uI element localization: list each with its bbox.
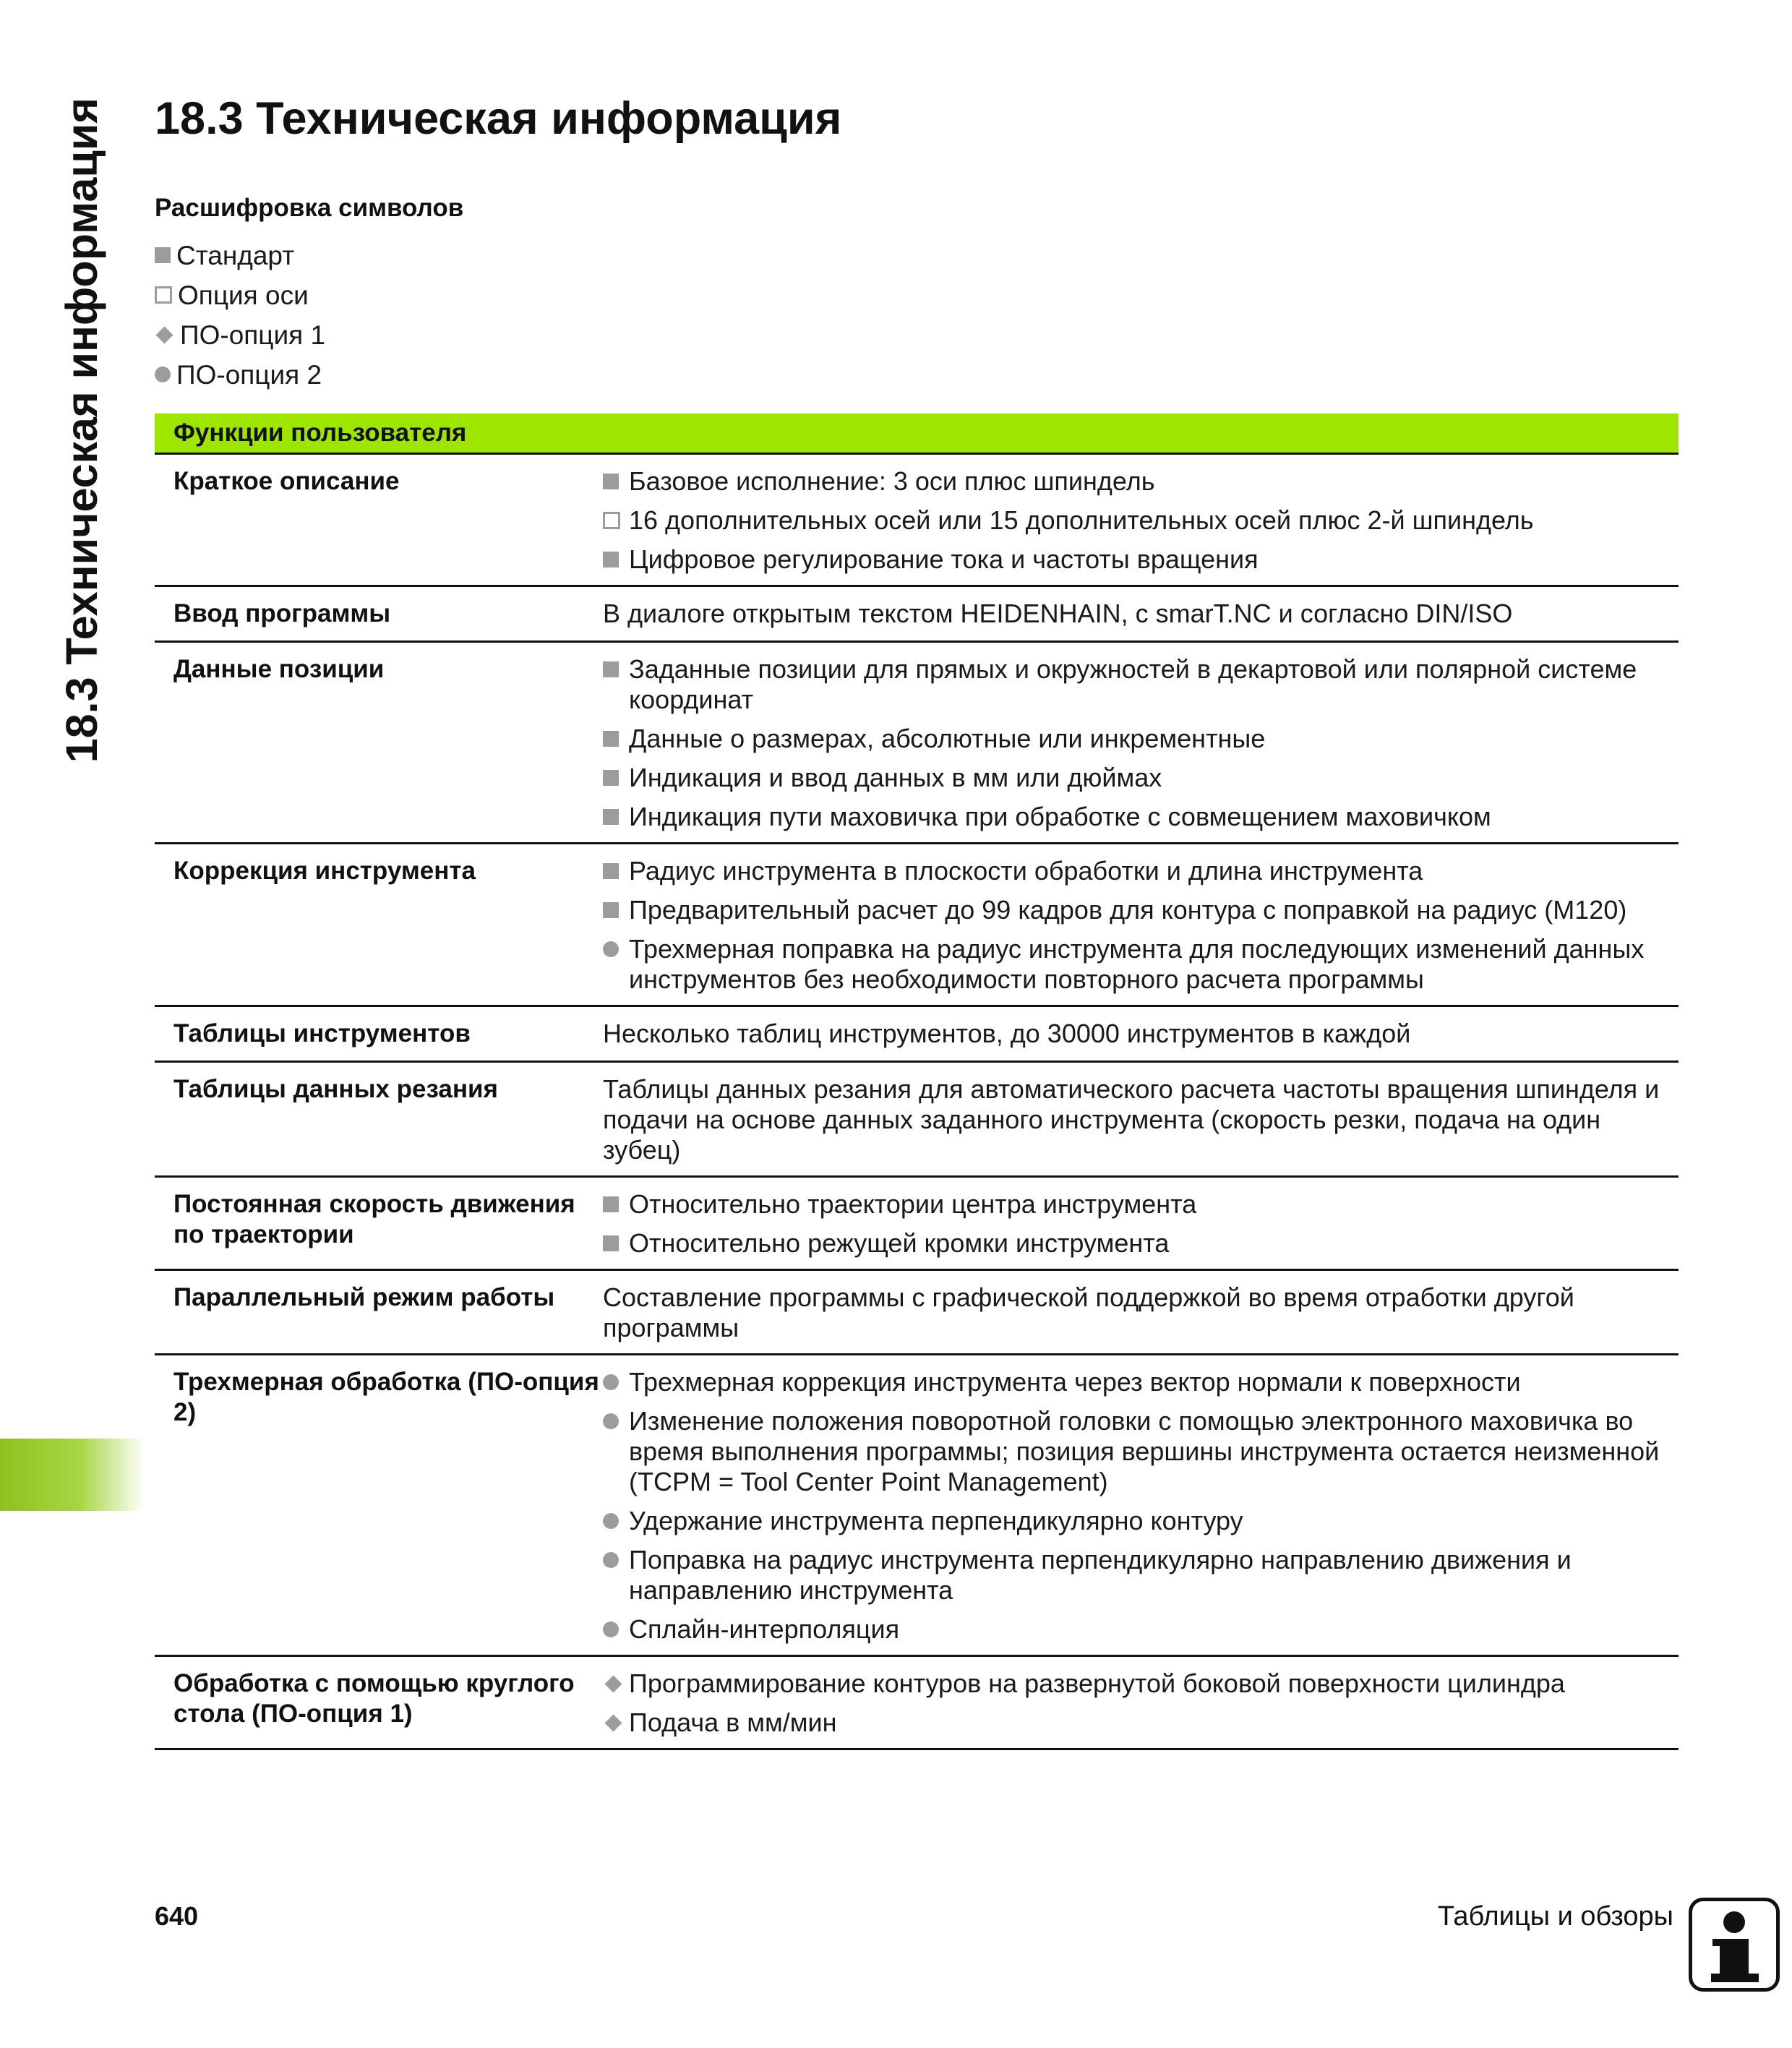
row-label: Данные позиции xyxy=(173,655,385,683)
standard-square-icon xyxy=(603,474,619,489)
list-item xyxy=(603,544,1671,575)
row-label: Таблицы данных резания xyxy=(173,1075,498,1103)
symbol-legend xyxy=(155,240,325,399)
list-item xyxy=(603,856,1671,886)
circle-icon xyxy=(155,367,171,382)
row-label: Ввод программы xyxy=(173,599,391,627)
list-item-text: Индикация пути маховичка при обработке с совмещением маховичком xyxy=(629,802,1491,831)
list-item xyxy=(603,1367,1671,1397)
list-item-text: 16 дополнительных осей или 15 дополнительных осей плюс 2-й шпиндель xyxy=(629,505,1534,535)
list-item-text: Подача в мм/мин xyxy=(629,1708,837,1737)
info-icon xyxy=(1689,1898,1780,1992)
list-item xyxy=(603,1708,1671,1738)
list-item-text: Базовое исполнение: 3 оси плюс шпиндель xyxy=(629,466,1155,496)
row-text: Составление программы с графической поддержкой во время отработки другой программы xyxy=(603,1282,1574,1342)
table-header: Функции пользователя xyxy=(155,414,1679,455)
row-label: Параллельный режим работы xyxy=(173,1283,555,1311)
list-item xyxy=(603,1506,1671,1536)
list-item-text: Изменение положения поворотной головки с помощью электронного маховичка во время выполнения программы; позиция вершины инструмента остается неизменной (TCPM = Tool Center Point Management) xyxy=(629,1406,1660,1496)
list-item xyxy=(603,1189,1671,1220)
list-item xyxy=(603,1668,1671,1699)
diamond-icon xyxy=(604,1675,622,1692)
table-row xyxy=(155,587,1679,643)
row-value xyxy=(603,1271,1679,1353)
table-row xyxy=(155,1271,1679,1355)
user-functions-table xyxy=(155,414,1679,1750)
list-item xyxy=(603,654,1671,715)
standard-square-icon xyxy=(603,552,619,567)
circle-icon xyxy=(603,1552,619,1568)
diamond-icon xyxy=(604,1714,622,1731)
legend-label: ПО-опция 2 xyxy=(176,360,322,390)
page-number: 640 xyxy=(155,1901,199,1931)
table-row xyxy=(155,844,1679,1007)
chapter-tab-marker xyxy=(0,1439,145,1511)
list-item-text: Данные о размерах, абсолютные или инкрементные xyxy=(629,724,1266,753)
list-item xyxy=(603,1406,1671,1497)
diamond-icon xyxy=(155,326,173,343)
row-label: Таблицы инструментов xyxy=(173,1019,471,1047)
list-item xyxy=(603,934,1671,995)
circle-icon xyxy=(603,1374,619,1390)
row-text: Таблицы данных резания для автоматического расчета частоты вращения шпинделя и подачи на основе данных заданного инструмента (скорость резки, подача на один зубец) xyxy=(603,1074,1660,1165)
list-item-text: Индикация и ввод данных в мм или дюймах xyxy=(629,763,1162,792)
legend-label: Стандарт xyxy=(176,241,295,270)
page-title: 18.3 Техническая информация xyxy=(155,93,842,144)
circle-icon xyxy=(603,941,619,957)
table-row xyxy=(155,1355,1679,1657)
list-item xyxy=(603,466,1671,497)
row-label: Постоянная скорость движения по траектории xyxy=(173,1190,575,1248)
list-item xyxy=(603,1228,1671,1259)
row-value xyxy=(603,1063,1679,1175)
circle-icon xyxy=(603,1413,619,1429)
list-item-text: Поправка на радиус инструмента перпендикулярно направлению движения и направлению инструмента xyxy=(629,1545,1572,1605)
standard-square-icon xyxy=(155,247,171,263)
row-value xyxy=(603,844,1679,1005)
list-item xyxy=(603,763,1671,793)
row-label: Обработка с помощью круглого стола (ПО-опция 1) xyxy=(173,1669,575,1728)
list-item xyxy=(603,802,1671,832)
legend-label: ПО-опция 1 xyxy=(180,320,326,350)
table-row xyxy=(155,1063,1679,1178)
list-item-text: Цифровое регулирование тока и частоты вращения xyxy=(629,544,1259,574)
hollow-square-icon xyxy=(155,286,172,304)
table-row xyxy=(155,455,1679,587)
row-value xyxy=(603,587,1679,640)
standard-square-icon xyxy=(603,770,619,786)
standard-square-icon xyxy=(603,661,619,677)
legend-item-standard xyxy=(155,240,325,280)
list-item xyxy=(603,1614,1671,1645)
list-item-text: Заданные позиции для прямых и окружностей в декартовой или полярной системе координат xyxy=(629,654,1637,714)
list-item xyxy=(603,895,1671,925)
standard-square-icon xyxy=(603,731,619,747)
list-item xyxy=(603,505,1671,536)
table-row xyxy=(155,1657,1679,1750)
table-row xyxy=(155,643,1679,844)
standard-square-icon xyxy=(603,1235,619,1251)
list-item-text: Сплайн-интерполяция xyxy=(629,1614,900,1644)
row-value xyxy=(603,1657,1679,1748)
legend-item-axis-option xyxy=(155,280,325,320)
row-value xyxy=(603,1355,1679,1655)
legend-title: Расшифровка символов xyxy=(155,194,464,222)
side-chapter-title: 18.3 Техническая информация xyxy=(57,98,106,763)
table-row xyxy=(155,1178,1679,1271)
row-text: В диалоге открытым текстом HEIDENHAIN, с smarT.NC и согласно DIN/ISO xyxy=(603,599,1513,628)
list-item-text: Удержание инструмента перпендикулярно контуру xyxy=(629,1506,1243,1535)
standard-square-icon xyxy=(603,1196,619,1212)
footer-section-title: Таблицы и обзоры xyxy=(1437,1901,1673,1932)
row-value xyxy=(603,1007,1679,1061)
list-item-text: Предварительный расчет до 99 кадров для контура с поправкой на радиус (M120) xyxy=(629,895,1627,925)
list-item-text: Трехмерная поправка на радиус инструмента для последующих изменений данных инструментов без необходимости повторного расчета программы xyxy=(629,934,1645,994)
row-text: Несколько таблиц инструментов, до 30000 инструментов в каждой xyxy=(603,1019,1411,1048)
circle-icon xyxy=(603,1513,619,1529)
standard-square-icon xyxy=(603,902,619,918)
list-item xyxy=(603,724,1671,754)
list-item-text: Относительно режущей кромки инструмента xyxy=(629,1228,1170,1258)
list-item-text: Программирование контуров на развернутой боковой поверхности цилиндра xyxy=(629,1668,1565,1698)
row-value xyxy=(603,455,1679,585)
row-value xyxy=(603,643,1679,842)
list-item-text: Радиус инструмента в плоскости обработки и длина инструмента xyxy=(629,856,1423,886)
row-value xyxy=(603,1178,1679,1269)
standard-square-icon xyxy=(603,809,619,825)
list-item-text: Относительно траектории центра инструмента xyxy=(629,1189,1197,1219)
hollow-square-icon xyxy=(603,512,620,529)
legend-label: Опция оси xyxy=(178,280,309,310)
table-row xyxy=(155,1007,1679,1063)
row-label: Краткое описание xyxy=(173,467,400,495)
list-item xyxy=(603,1545,1671,1606)
standard-square-icon xyxy=(603,863,619,879)
row-label: Трехмерная обработка (ПО-опция 2) xyxy=(173,1368,599,1426)
circle-icon xyxy=(603,1621,619,1637)
list-item-text: Трехмерная коррекция инструмента через вектор нормали к поверхности xyxy=(629,1367,1521,1397)
legend-item-software-option-2 xyxy=(155,359,325,399)
legend-item-software-option-1 xyxy=(155,320,325,359)
row-label: Коррекция инструмента xyxy=(173,857,476,885)
